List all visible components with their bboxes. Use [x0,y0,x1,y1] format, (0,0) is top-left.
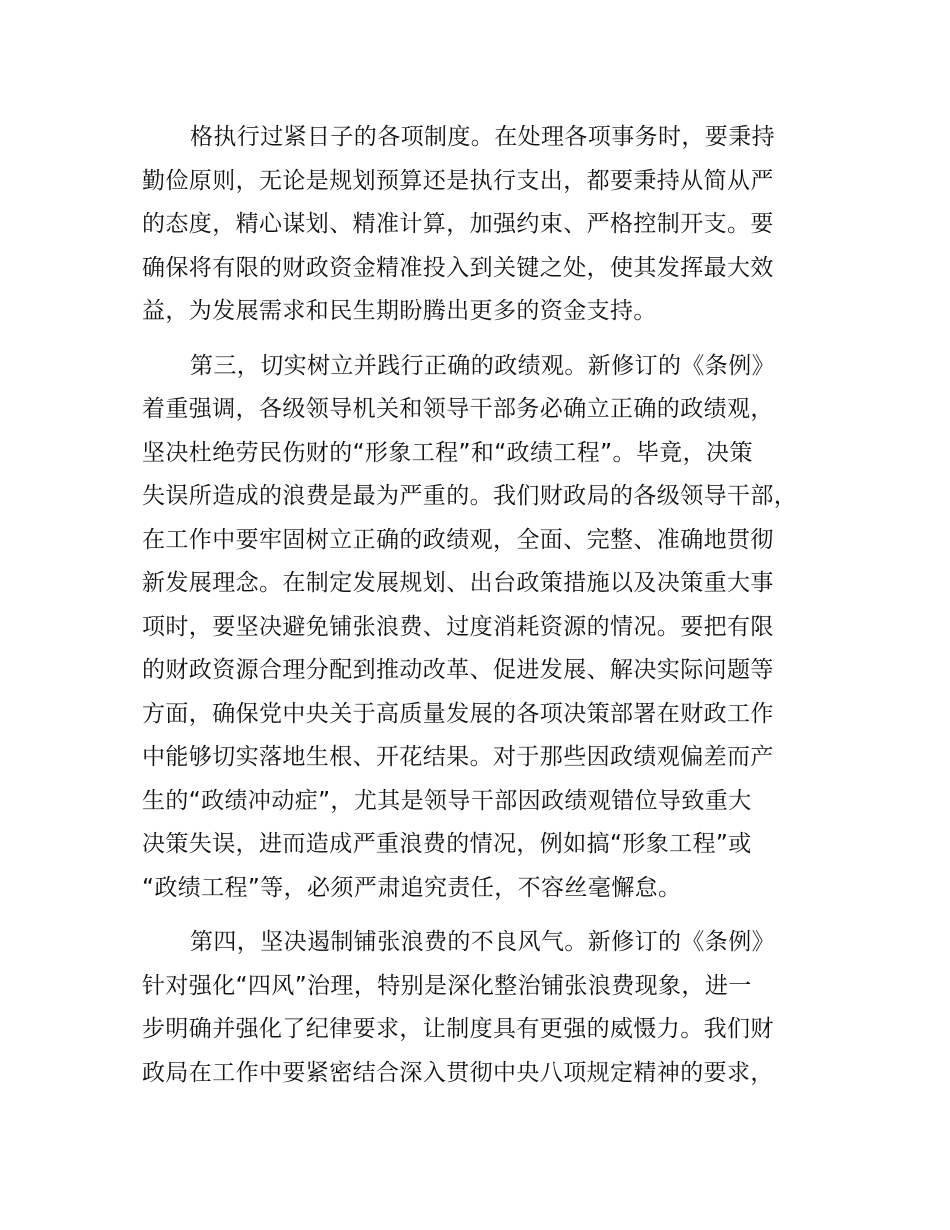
paragraph-line: 第四，坚决遏制铺张浪费的不良风气。新修订的《条例》 [190,929,775,955]
paragraph-1 [142,116,832,334]
paragraph-line: 新发展理念。在制定发展规划、出台政策措施以及决策重大事 [142,570,774,596]
paragraph-line: 格执行过紧日子的各项制度。在处理各项事务时，要秉持 [190,124,775,150]
paragraph-line: 确保将有限的财政资金精准投入到关键之处，使其发挥最大效 [142,254,774,281]
document-body [142,116,832,1095]
paragraph-line: 政局在工作中要紧密结合深入贯彻中央八项规定精神的要求， [142,1059,774,1086]
paragraph-gap [142,910,832,921]
paragraph-line: 中能够切实落地生根、开花结果。对于那些因政绩观偏差而产 [142,744,774,770]
paragraph-line: 决策失误，进而造成严重浪费的情况，例如搞“形象工程”或 [142,831,752,857]
paragraph-line: “政绩工程”等，必须严肃追究责任，不容丝毫懈怠。 [142,874,682,901]
paragraph-3 [142,921,832,1095]
paragraph-line: 方面，确保党中央关于高质量发展的各项决策部署在财政工作 [142,700,774,727]
paragraph-2 [142,345,832,911]
paragraph-line: 在工作中要牢固树立正确的政绩观，全面、完整、准确地贯彻 [142,526,774,553]
paragraph-line: 生的“政绩冲动症”，尤其是领导干部因政绩观错位导致重大 [142,787,752,814]
paragraph-gap [142,334,832,345]
paragraph-line: 步明确并强化了纪律要求，让制度具有更强的威慑力。我们财 [142,1016,774,1042]
paragraph-line: 坚决杜绝劳民伤财的“形象工程”和“政绩工程”。毕竟，决策 [142,439,753,466]
paragraph-line: 勤俭原则，无论是规划预算还是执行支出，都要秉持从简从严 [142,167,774,194]
paragraph-line: 着重强调，各级领导机关和领导干部务必确立正确的政绩观， [142,396,774,422]
paragraph-line: 第三，切实树立并践行正确的政绩观。新修订的《条例》 [190,352,775,379]
paragraph-line: 失误所造成的浪费是最为严重的。我们财政局的各级领导干部， [142,483,798,509]
paragraph-line: 的财政资源合理分配到推动改革、促进发展、解决实际问题等 [142,657,774,683]
paragraph-line: 针对强化“四风”治理，特别是深化整治铺张浪费现象，进一 [142,972,752,999]
paragraph-line: 项时，要坚决避免铺张浪费、过度消耗资源的情况。要把有限 [142,613,774,640]
paragraph-line: 益，为发展需求和民生期盼腾出更多的资金支持。 [142,298,657,324]
paragraph-line: 的态度，精心谋划、精准计算，加强约束、严格控制开支。要 [142,211,774,237]
